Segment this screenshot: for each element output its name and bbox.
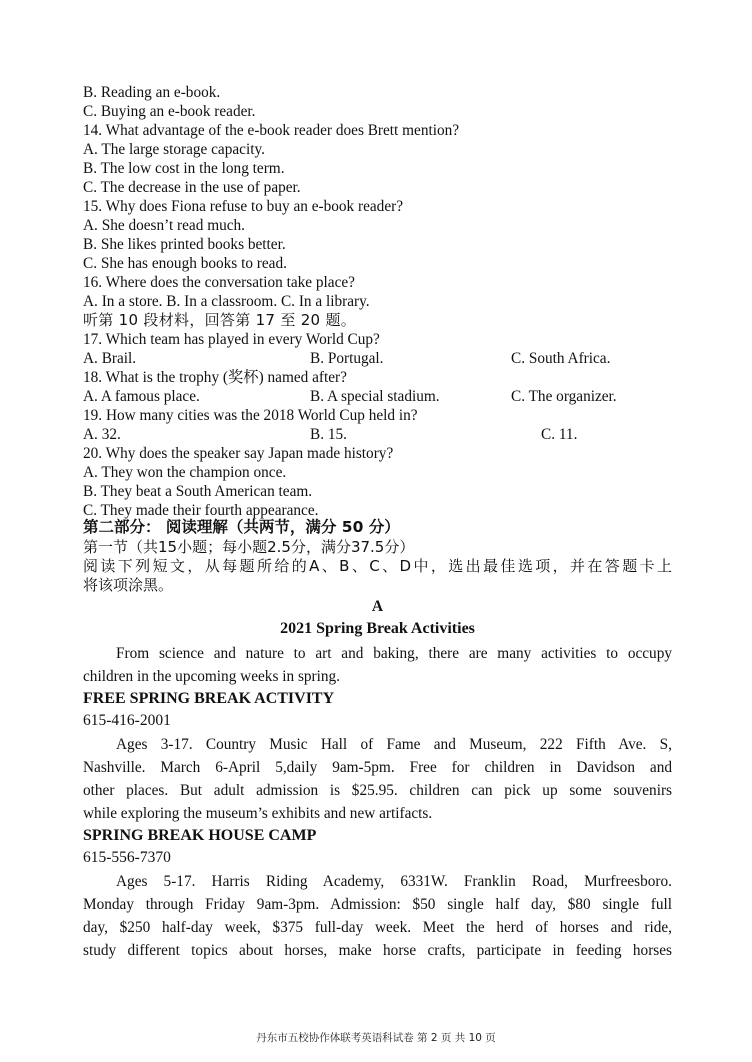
part2-section1: 第一节（共15小题；每小题2.5分，满分37.5分） xyxy=(83,538,415,556)
option-17b: B. Portugal. xyxy=(310,350,384,367)
page-footer: 丹东市五校协作体联考英语科试卷 第 2 页 共 10 页 xyxy=(256,1032,496,1044)
question-19: 19. How many cities was the 2018 World Cup held in? xyxy=(83,407,418,424)
activity2-description xyxy=(83,870,672,962)
passage-intro-line2: children in the upcoming weeks in spring. xyxy=(83,668,341,685)
option-15b: B. She likes printed books better. xyxy=(83,236,286,253)
part2-heading: 第二部分： 阅读理解（共两节，满分 50 分） xyxy=(83,518,400,536)
activity2-line1: Ages 5-17. Harris Riding Academy, 6331W. Franklin Road, Murfreesboro. xyxy=(116,873,672,890)
activity1-name: FREE SPRING BREAK ACTIVITY xyxy=(83,690,335,707)
option-14b: B. The low cost in the long term. xyxy=(83,160,285,177)
part2-instruction-line1: 阅读下列短文，从每题所给的A、B、C、D中，选出最佳选项，并在答题卡上 xyxy=(83,557,672,575)
activity2-line3: day, $250 half-day week, $375 full-day week. Meet the herd of horses and ride, xyxy=(83,919,672,936)
question-14: 14. What advantage of the e-book reader does Brett mention? xyxy=(83,122,460,139)
option-20b: B. They beat a South American team. xyxy=(83,483,313,500)
activity1-line3: other places. But adult admission is $25.95. children can pick up some souvenirs xyxy=(83,782,672,799)
option-18b: B. A special stadium. xyxy=(310,388,440,405)
option-13c: C. Buying an e-book reader. xyxy=(83,103,256,120)
activity1-line2: Nashville. March 6-April 5,daily 9am-5pm. Free for children in Davidson and xyxy=(83,759,672,776)
passage-intro-line1: From science and nature to art and baking, there are many activities to occupy xyxy=(116,645,672,662)
option-19b: B. 15. xyxy=(310,426,347,443)
question-20: 20. Why does the speaker say Japan made history? xyxy=(83,445,394,462)
option-20c: C. They made their fourth appearance. xyxy=(83,502,319,519)
option-18c: C. The organizer. xyxy=(511,388,617,405)
option-19c: C. 11. xyxy=(541,426,578,443)
activity1-line1: Ages 3-17. Country Music Hall of Fame and Museum, 222 Fifth Ave. S, xyxy=(116,736,672,753)
question-17: 17. Which team has played in every World Cup? xyxy=(83,331,380,348)
passage-letter: A xyxy=(371,598,384,615)
option-14a: A. The large storage capacity. xyxy=(83,141,265,158)
question-15: 15. Why does Fiona refuse to buy an e-book reader? xyxy=(83,198,404,215)
option-15c: C. She has enough books to read. xyxy=(83,255,287,272)
passage-title: 2021 Spring Break Activities xyxy=(280,620,475,637)
part2-instruction-line2: 将该项涂黑。 xyxy=(83,576,174,594)
activity2-phone: 615-556-7370 xyxy=(83,849,171,866)
option-15a: A. She doesn’t read much. xyxy=(83,217,245,234)
option-17c: C. South Africa. xyxy=(511,350,611,367)
activity1-description xyxy=(83,733,672,825)
option-17a: A. Brail. xyxy=(83,350,137,367)
passage-intro xyxy=(83,642,672,688)
activity2-line4: study different topics about horses, make horse crafts, participate in feeding horses xyxy=(83,942,672,959)
activity2-name: SPRING BREAK HOUSE CAMP xyxy=(83,827,317,844)
option-19a: A. 32. xyxy=(83,426,121,443)
option-18a: A. A famous place. xyxy=(83,388,200,405)
activity1-line4: while exploring the museum’s exhibits and new artifacts. xyxy=(83,805,433,822)
question-18: 18. What is the trophy (奖杯) named after? xyxy=(83,369,347,386)
activity1-phone: 615-416-2001 xyxy=(83,712,171,729)
option-20a: A. They won the champion once. xyxy=(83,464,287,481)
question-16: 16. Where does the conversation take place? xyxy=(83,274,355,291)
options-16: A. In a store. B. In a classroom. C. In a library. xyxy=(83,293,370,310)
activity2-line2: Monday through Friday 9am-3pm. Admission: $50 single half day, $80 single full xyxy=(83,896,672,913)
section-10-intro: 听第 10 段材料，回答第 17 至 20 题。 xyxy=(83,311,357,329)
option-14c: C. The decrease in the use of paper. xyxy=(83,179,301,196)
option-13b: B. Reading an e-book. xyxy=(83,84,221,101)
